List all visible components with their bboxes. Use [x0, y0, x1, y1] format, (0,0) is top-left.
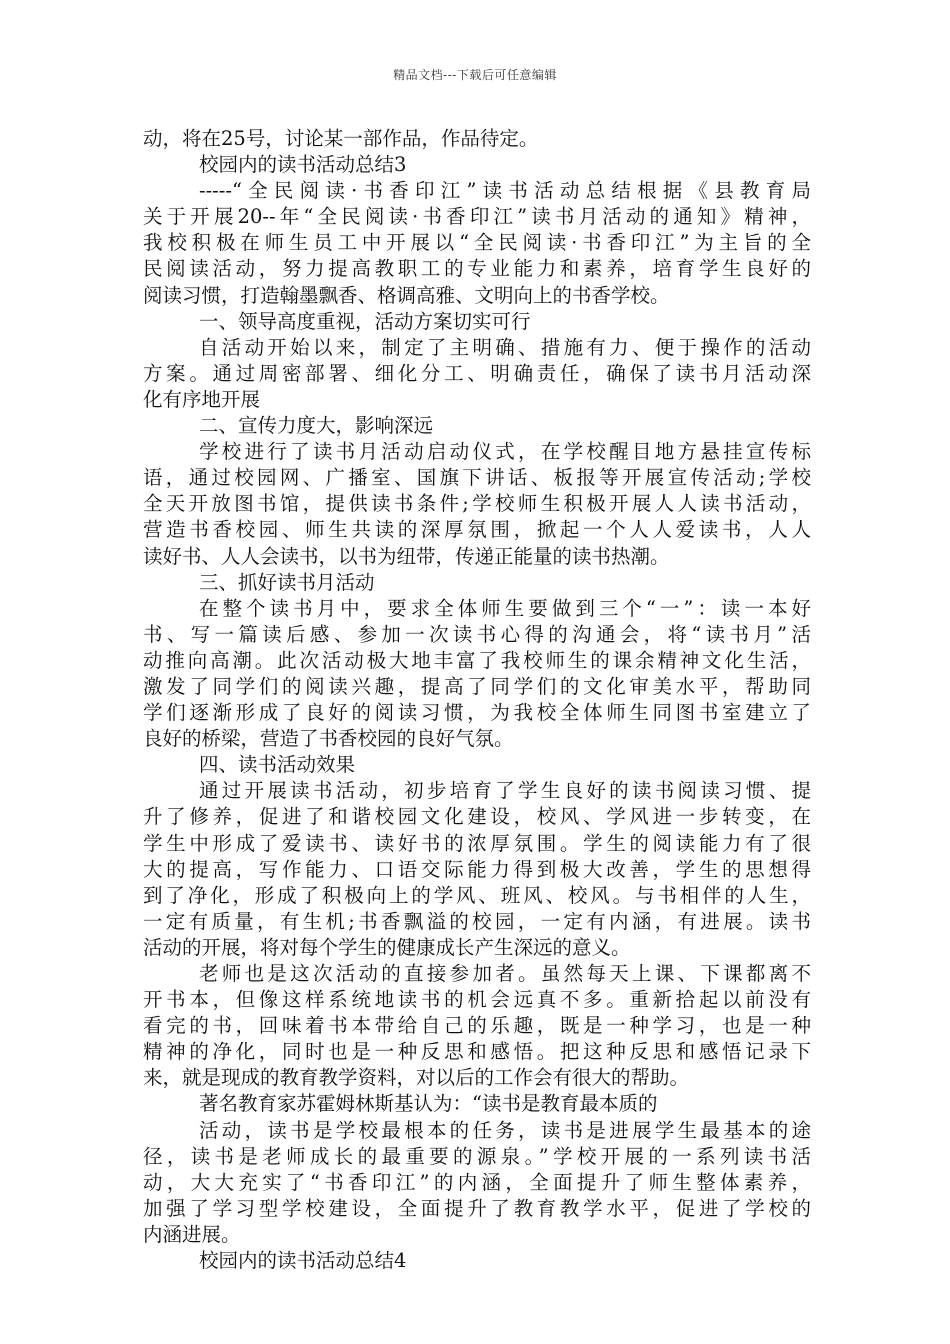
text-line: 学们逐渐形成了良好的阅读习惯，为我校全体师生同图书室建立了 — [143, 701, 811, 725]
text-line: 老师也是这次活动的直接参加者。虽然每天上课、下课都离不 — [199, 962, 811, 985]
text-line: 四、读书活动效果 — [199, 753, 356, 777]
text-line: 径，读书是老师成长的最重要的源泉。”学校开展的一系列读书活 — [143, 1144, 811, 1168]
text-line: 通过开展读书活动，初步培育了学生良好的读书阅读习惯、提 — [199, 779, 811, 803]
text-line: 激发了同学们的阅读兴趣，提高了同学们的文化审美水平，帮助同 — [143, 674, 811, 698]
text-line: 一、领导高度重视，活动方案切实可行 — [199, 309, 531, 333]
text-line: 方案。通过周密部署、细化分工、明确责任，确保了读书月活动深 — [143, 361, 811, 385]
text-line: 良好的桥梁，营造了书香校园的良好气氛。 — [143, 727, 514, 751]
text-line: 自活动开始以来，制定了主明确、措施有力、便于操作的活动 — [199, 335, 811, 359]
page-header: 精品文档---下载后可任意编辑 — [393, 68, 557, 82]
text-line: 活动的开展，将对每个学生的健康成长产生深远的意义。 — [143, 935, 631, 959]
text-line: 动，将在25号，讨论某一部作品，作品待定。 — [143, 127, 539, 150]
text-line: 化有序地开展 — [143, 387, 261, 411]
text-line: 读好书、人人会读书，以书为纽带，传递正能量的读书热潮。 — [143, 544, 670, 568]
text-line: 关于开展20--年“全民阅读·书香印江”读书月活动的通知》精神， — [143, 205, 811, 229]
text-line: 精神的净化，同时也是一种反思和感悟。把这种反思和感悟记录下 — [143, 1040, 811, 1064]
text-line: 二、宣传力度大，影响深远 — [199, 414, 434, 438]
text-line: 内涵进展。 — [143, 1222, 241, 1246]
text-line: 我校积极在师生员工中开展以“全民阅读·书香印江”为主旨的全 — [143, 231, 811, 255]
text-line: 营造书香校园、师生共读的深厚氛围，掀起一个人人爱读书，人人 — [143, 518, 811, 542]
text-line: 动，大大充实了“书香印江”的内涵，全面提升了师生整体素养， — [143, 1170, 811, 1194]
text-line: 看完的书，回味着书本带给自己的乐趣，既是一种学习，也是一种 — [143, 1014, 811, 1038]
text-line: 学校进行了读书月活动启动仪式，在学校醒目地方悬挂宣传标 — [199, 440, 811, 464]
text-line: 学生中形成了爱读书、读好书的浓厚氛围。学生的阅读能力有了很 — [143, 831, 811, 855]
text-line: 活动，读书是学校最根本的任务，读书是进展学生最基本的途 — [199, 1118, 811, 1142]
text-line: 书、写一篇读后感、参加一次读书心得的沟通会，将“读书月”活 — [143, 622, 811, 646]
text-line: 三、抓好读书月活动 — [199, 570, 375, 594]
text-line: 校园内的读书活动总结4 — [199, 1249, 407, 1273]
text-line: 开书本，但像这样系统地读书的机会远真不多。重新拾起以前没有 — [143, 988, 811, 1012]
text-line: 阅读习惯，打造翰墨飘香、格调高雅、文明向上的书香学校。 — [143, 283, 670, 307]
text-line: 民阅读活动，努力提高教职工的专业能力和素养，培育学生良好的 — [143, 257, 811, 281]
text-line: 在整个读书月中，要求全体师生要做到三个“一”：读一本好 — [199, 596, 811, 620]
text-line: 大的提高，写作能力、口语交际能力得到极大改善，学生的思想得 — [143, 857, 811, 881]
text-line: 著名教育家苏霍姆林斯基认为：“读书是教育最本质的 — [199, 1092, 658, 1116]
text-line: 升了修养，促进了和谐校园文化建设，校风、学风进一步转变，在 — [143, 805, 811, 829]
text-line: 校园内的读书活动总结3 — [199, 153, 407, 177]
text-line: 动推向高潮。此次活动极大地丰富了我校师生的课余精神文化生活， — [143, 648, 811, 672]
text-line: 加强了学习型学校建设，全面提升了教育教学水平，促进了学校的 — [143, 1196, 811, 1220]
text-line: 来，就是现成的教育教学资料，对以后的工作会有很大的帮助。 — [143, 1066, 690, 1090]
document-body — [143, 126, 811, 1274]
text-line: 全天开放图书馆，提供读书条件;学校师生积极开展人人读书活动， — [143, 492, 811, 516]
text-line: 语，通过校园网、广播室、国旗下讲话、板报等开展宣传活动;学校 — [143, 466, 811, 490]
text-line: 一定有质量，有生机;书香飘溢的校园，一定有内涵，有进展。读书 — [143, 909, 811, 933]
text-line: 到了净化，形成了积极向上的学风、班风、校风。与书相伴的人生， — [143, 883, 811, 907]
text-line: -----“全民阅读·书香印江”读书活动总结根据《县教育局 — [199, 179, 811, 203]
